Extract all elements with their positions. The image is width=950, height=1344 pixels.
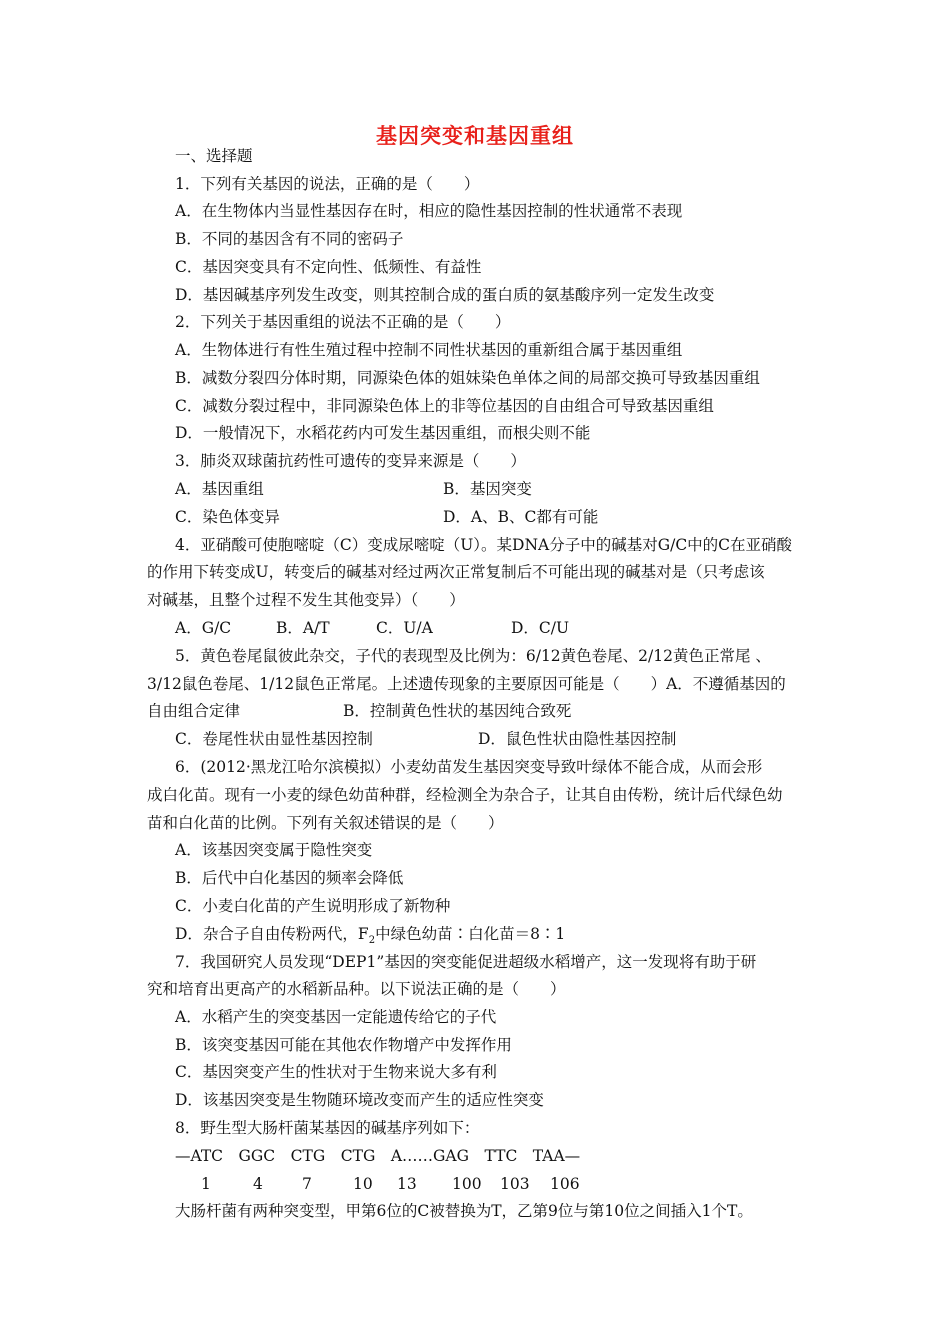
q7-option-a: A．水稻产生的突变基因一定能遗传给它的子代: [175, 1008, 497, 1026]
q6-stem-line2: 成白化苗。现有一小麦的绿色幼苗种群，经检测全为杂合子，让其自由传粉，统计后代绿色幼: [147, 786, 783, 804]
q4-stem-line2: 的作用下转变成U，转变后的碱基对经过两次正常复制后不可能出现的碱基对是（只考虑该: [147, 563, 765, 581]
q6-option-a: A．该基因突变属于隐性突变: [175, 841, 373, 859]
q1-option-b: B．不同的基因含有不同的密码子: [175, 230, 404, 248]
q5-stem-line1: 5．黄色卷尾鼠彼此杂交，子代的表现型及比例为：6/12黄色卷尾、2/12黄色正常尾 、: [175, 647, 771, 665]
q5-option-d: D．鼠色性状由隐性基因控制: [478, 730, 677, 748]
q1-stem: 1．下列有关基因的说法，正确的是（ ）: [175, 175, 480, 193]
q3-option-b: B．基因突变: [443, 480, 532, 498]
q6-option-d-pre: D．杂合子自由传粉两代，F: [175, 925, 369, 943]
q2-option-b: B．减数分裂四分体时期，同源染色体的姐妹染色单体之间的局部交换可导致基因重组: [175, 369, 760, 387]
q5-option-c: C．卷尾性状由显性基因控制: [175, 730, 373, 748]
q8-position: 10: [353, 1175, 373, 1193]
q8-position: 7: [302, 1175, 312, 1193]
q4-option-b: B．A/T: [276, 619, 330, 637]
page-title: 基因突变和基因重组: [376, 124, 574, 148]
q8-position: 13: [397, 1175, 417, 1193]
q7-option-b: B．该突变基因可能在其他农作物增产中发挥作用: [175, 1036, 512, 1054]
q8-mutation-note: 大肠杆菌有两种突变型，甲第6位的C被替换为T，乙第9位与第10位之间插入1个T。: [175, 1202, 753, 1220]
q2-stem: 2．下列关于基因重组的说法不正确的是（ ）: [175, 313, 511, 331]
q4-stem-line1: 4．亚硝酸可使胞嘧啶（C）变成尿嘧啶（U）。某DNA分子中的碱基对G/C中的C在亚硝酸: [175, 536, 793, 554]
q2-option-c: C．减数分裂过程中，非同源染色体上的非等位基因的自由组合可导致基因重组: [175, 397, 714, 415]
q6-option-d-subscript: 2: [368, 935, 376, 947]
q6-option-b: B．后代中白化基因的频率会降低: [175, 869, 404, 887]
q2-option-d: D．一般情况下，水稻花药内可发生基因重组，而根尖则不能: [175, 424, 591, 442]
q3-option-c: C．染色体变异: [175, 508, 280, 526]
q7-stem-line1: 7．我国研究人员发现“DEP1”基因的突变能促进超级水稻增产，这一发现将有助于研: [175, 953, 757, 971]
q8-position: 1: [201, 1175, 211, 1193]
q6-stem-line3: 苗和白化苗的比例。下列有关叙述错误的是（ ）: [147, 814, 504, 832]
q4-option-a: A．G/C: [175, 619, 232, 637]
q3-option-d: D．A、B、C都有可能: [443, 508, 599, 526]
q1-option-d: D．基因碱基序列发生改变，则其控制合成的蛋白质的氨基酸序列一定发生改变: [175, 286, 715, 304]
q6-stem-line1: 6．(2012·黑龙江哈尔滨模拟）小麦幼苗发生基因突变导致叶绿体不能合成，从而会形: [175, 758, 763, 776]
q3-stem: 3．肺炎双球菌抗药性可遗传的变异来源是（ ）: [175, 452, 526, 470]
q1-option-a: A．在生物体内当显性基因存在时，相应的隐性基因控制的性状通常不表现: [175, 202, 683, 220]
q6-option-c: C．小麦白化苗的产生说明形成了新物种: [175, 897, 451, 915]
q5-stem-line2: 3/12鼠色卷尾、1/12鼠色正常尾。上述遗传现象的主要原因可能是（ ）A．不遵循基因的: [147, 675, 786, 693]
q4-stem-line3: 对碱基，且整个过程不发生其他变异）（ ）: [147, 591, 465, 609]
section-heading: 一、选择题: [175, 147, 253, 165]
q7-stem-line2: 究和培育出更高产的水稻新品种。以下说法正确的是（ ）: [147, 980, 566, 998]
q5-stem-line3: 自由组合定律: [147, 702, 241, 720]
q8-position-numbers: [0, 1174, 950, 1194]
q7-option-d: D．该基因突变是生物随环境改变而产生的适应性突变: [175, 1091, 544, 1109]
q6-option-d: [175, 924, 565, 951]
q8-position: 106: [550, 1175, 580, 1193]
q4-option-c: C．U/A: [376, 619, 433, 637]
q8-position: 4: [253, 1175, 263, 1193]
q7-option-c: C．基因突变产生的性状对于生物来说大多有利: [175, 1063, 497, 1081]
q3-option-a: A．基因重组: [175, 480, 264, 498]
q5-option-b: B．控制黄色性状的基因纯合致死: [343, 702, 572, 720]
q6-option-d-post: 中绿色幼苗∶白化苗＝8∶1: [375, 925, 566, 943]
q2-option-a: A．生物体进行有性生殖过程中控制不同性状基因的重新组合属于基因重组: [175, 341, 683, 359]
q8-stem: 8．野生型大肠杆菌某基因的碱基序列如下：: [175, 1119, 480, 1137]
q8-base-sequence: —ATC GGC CTG CTG A……GAG TTC TAA—: [175, 1147, 581, 1165]
q8-position: 103: [500, 1175, 530, 1193]
q8-position: 100: [452, 1175, 482, 1193]
q4-option-d: D．C/U: [511, 619, 570, 637]
q1-option-c: C．基因突变具有不定向性、低频性、有益性: [175, 258, 482, 276]
